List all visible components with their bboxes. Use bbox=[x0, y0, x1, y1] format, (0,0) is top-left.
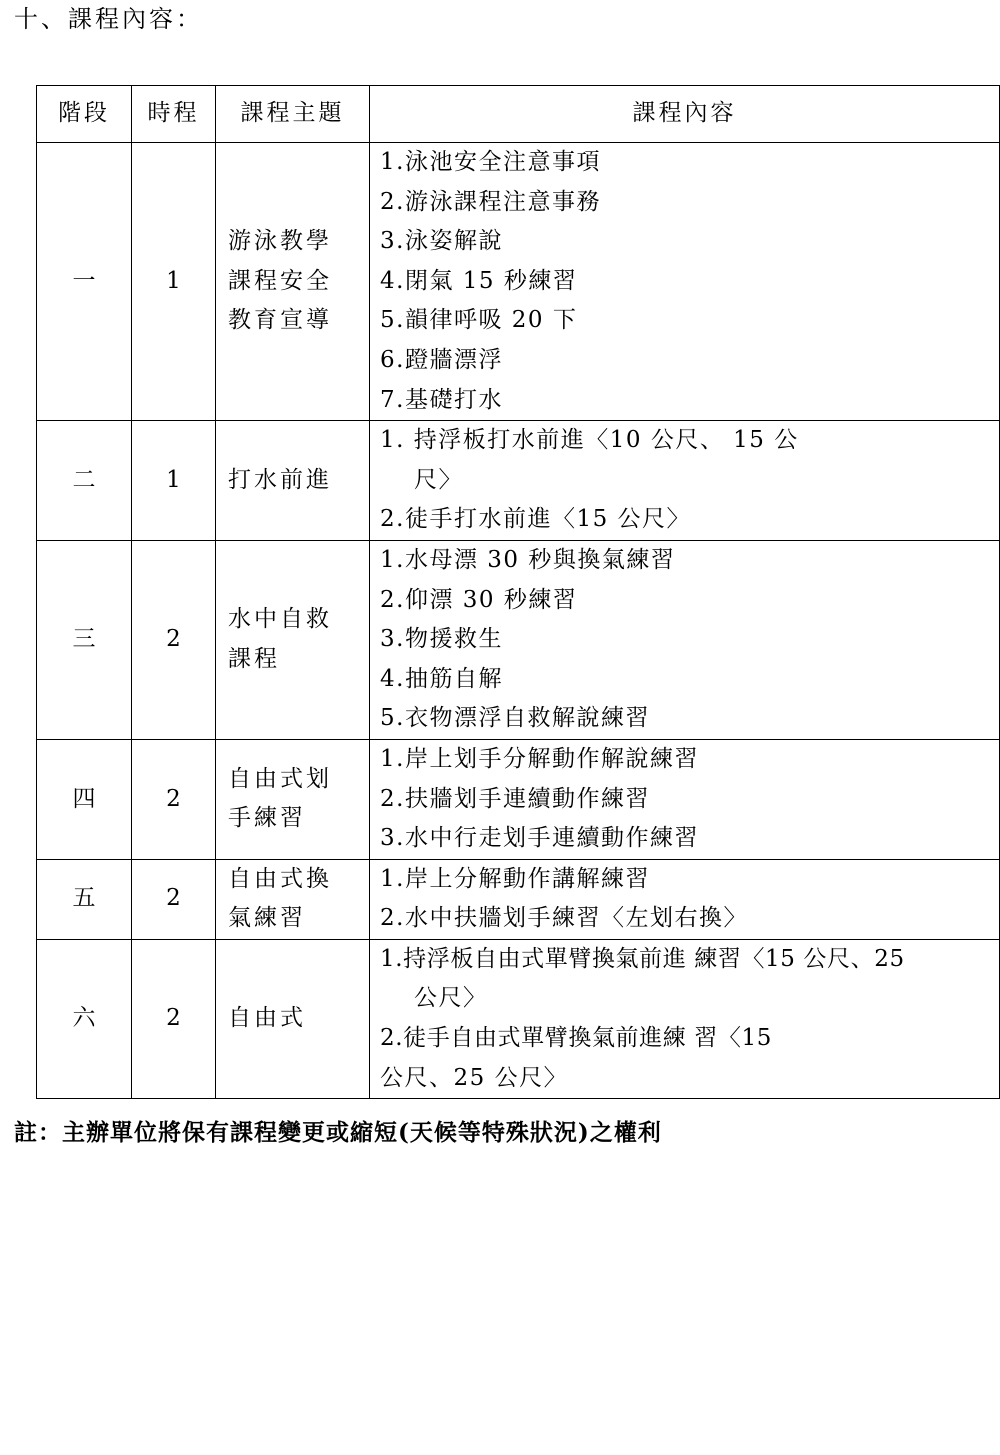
hours-cell: 1 bbox=[132, 143, 216, 421]
topic-line: 手練習 bbox=[228, 805, 306, 832]
topic-line: 游泳教學 bbox=[228, 228, 332, 255]
topic-cell bbox=[216, 859, 370, 939]
course-table bbox=[36, 85, 1000, 1099]
topic-line: 氣練習 bbox=[228, 905, 306, 932]
content-cell bbox=[370, 143, 1000, 421]
content-cell bbox=[370, 739, 1000, 859]
topic-line: 水中自救 bbox=[228, 606, 332, 633]
topic-line: 課程安全 bbox=[228, 267, 332, 294]
content-line: 5.韻律呼吸 20 下 bbox=[380, 307, 578, 334]
topic-cell bbox=[216, 421, 370, 541]
hours-cell: 2 bbox=[132, 739, 216, 859]
stage-cell: 五 bbox=[37, 859, 132, 939]
table-row bbox=[37, 143, 1000, 421]
content-line: 3.水中行走划手連續動作練習 bbox=[380, 825, 699, 852]
hours-cell: 1 bbox=[132, 421, 216, 541]
content-line: 2.水中扶牆划手練習〈左划右換〉 bbox=[380, 905, 748, 932]
topic-cell bbox=[216, 739, 370, 859]
hours-cell: 2 bbox=[132, 540, 216, 739]
footnote: 註：主辦單位將保有課程變更或縮短(天候等特殊狀況)之權利 bbox=[14, 1119, 662, 1146]
hours-cell: 2 bbox=[132, 859, 216, 939]
topic-line: 教育宣導 bbox=[228, 307, 332, 334]
content-cell bbox=[370, 540, 1000, 739]
header-topic: 課程主題 bbox=[216, 86, 370, 143]
stage-cell: 二 bbox=[37, 421, 132, 541]
table-row bbox=[37, 540, 1000, 739]
stage-cell: 六 bbox=[37, 939, 132, 1098]
content-line: 公尺、25 公尺〉 bbox=[380, 1064, 569, 1091]
content-line: 2.游泳課程注意事務 bbox=[380, 188, 601, 215]
content-line: 1.岸上划手分解動作解說練習 bbox=[380, 745, 699, 772]
topic-line: 自由式 bbox=[228, 1005, 306, 1032]
table-row bbox=[37, 739, 1000, 859]
topic-line: 自由式划 bbox=[228, 765, 332, 792]
stage-cell: 四 bbox=[37, 739, 132, 859]
table-row bbox=[37, 859, 1000, 939]
content-line: 1. 持浮板打水前進〈10 公尺、 15 公 bbox=[380, 427, 799, 454]
topic-line: 打水前進 bbox=[228, 466, 332, 493]
content-line: 5.衣物漂浮自救解說練習 bbox=[380, 705, 650, 732]
content-line: 1.持浮板自由式單臂換氣前進 練習〈15 公尺、25 bbox=[380, 945, 905, 972]
table-row bbox=[37, 421, 1000, 541]
content-line: 7.基礎打水 bbox=[380, 386, 503, 413]
content-cell bbox=[370, 939, 1000, 1098]
content-line: 4.抽筋自解 bbox=[380, 665, 503, 692]
content-cell bbox=[370, 859, 1000, 939]
header-content: 課程內容 bbox=[370, 86, 1000, 143]
content-line: 1.岸上分解動作講解練習 bbox=[380, 865, 650, 892]
topic-line: 課程 bbox=[228, 645, 280, 672]
content-cell bbox=[370, 421, 1000, 541]
hours-cell: 2 bbox=[132, 939, 216, 1098]
content-line: 2.仰漂 30 秒練習 bbox=[380, 586, 578, 613]
topic-cell bbox=[216, 540, 370, 739]
topic-line: 自由式換 bbox=[228, 865, 332, 892]
section-title: 十、課程內容： bbox=[14, 5, 203, 33]
content-line: 2.徒手打水前進〈15 公尺〉 bbox=[380, 506, 692, 533]
content-line: 1.水母漂 30 秒與換氣練習 bbox=[380, 546, 676, 573]
stage-cell: 一 bbox=[37, 143, 132, 421]
content-line: 4.閉氣 15 秒練習 bbox=[380, 267, 578, 294]
table-row bbox=[37, 939, 1000, 1098]
content-line: 3.物援救生 bbox=[380, 626, 503, 653]
content-line: 公尺〉 bbox=[414, 985, 488, 1012]
content-line: 2.扶牆划手連續動作練習 bbox=[380, 785, 650, 812]
content-line: 3.泳姿解說 bbox=[380, 228, 503, 255]
content-line: 1.泳池安全注意事項 bbox=[380, 149, 601, 175]
content-line: 6.蹬牆漂浮 bbox=[380, 346, 503, 373]
header-stage: 階段 bbox=[37, 86, 132, 143]
content-line: 尺〉 bbox=[414, 466, 463, 493]
table-header-row bbox=[37, 86, 1000, 143]
content-line: 2.徒手自由式單臂換氣前進練 習〈15 bbox=[380, 1025, 772, 1052]
stage-cell: 三 bbox=[37, 540, 132, 739]
header-hours: 時程 bbox=[132, 86, 216, 143]
topic-cell bbox=[216, 143, 370, 421]
topic-cell bbox=[216, 939, 370, 1098]
